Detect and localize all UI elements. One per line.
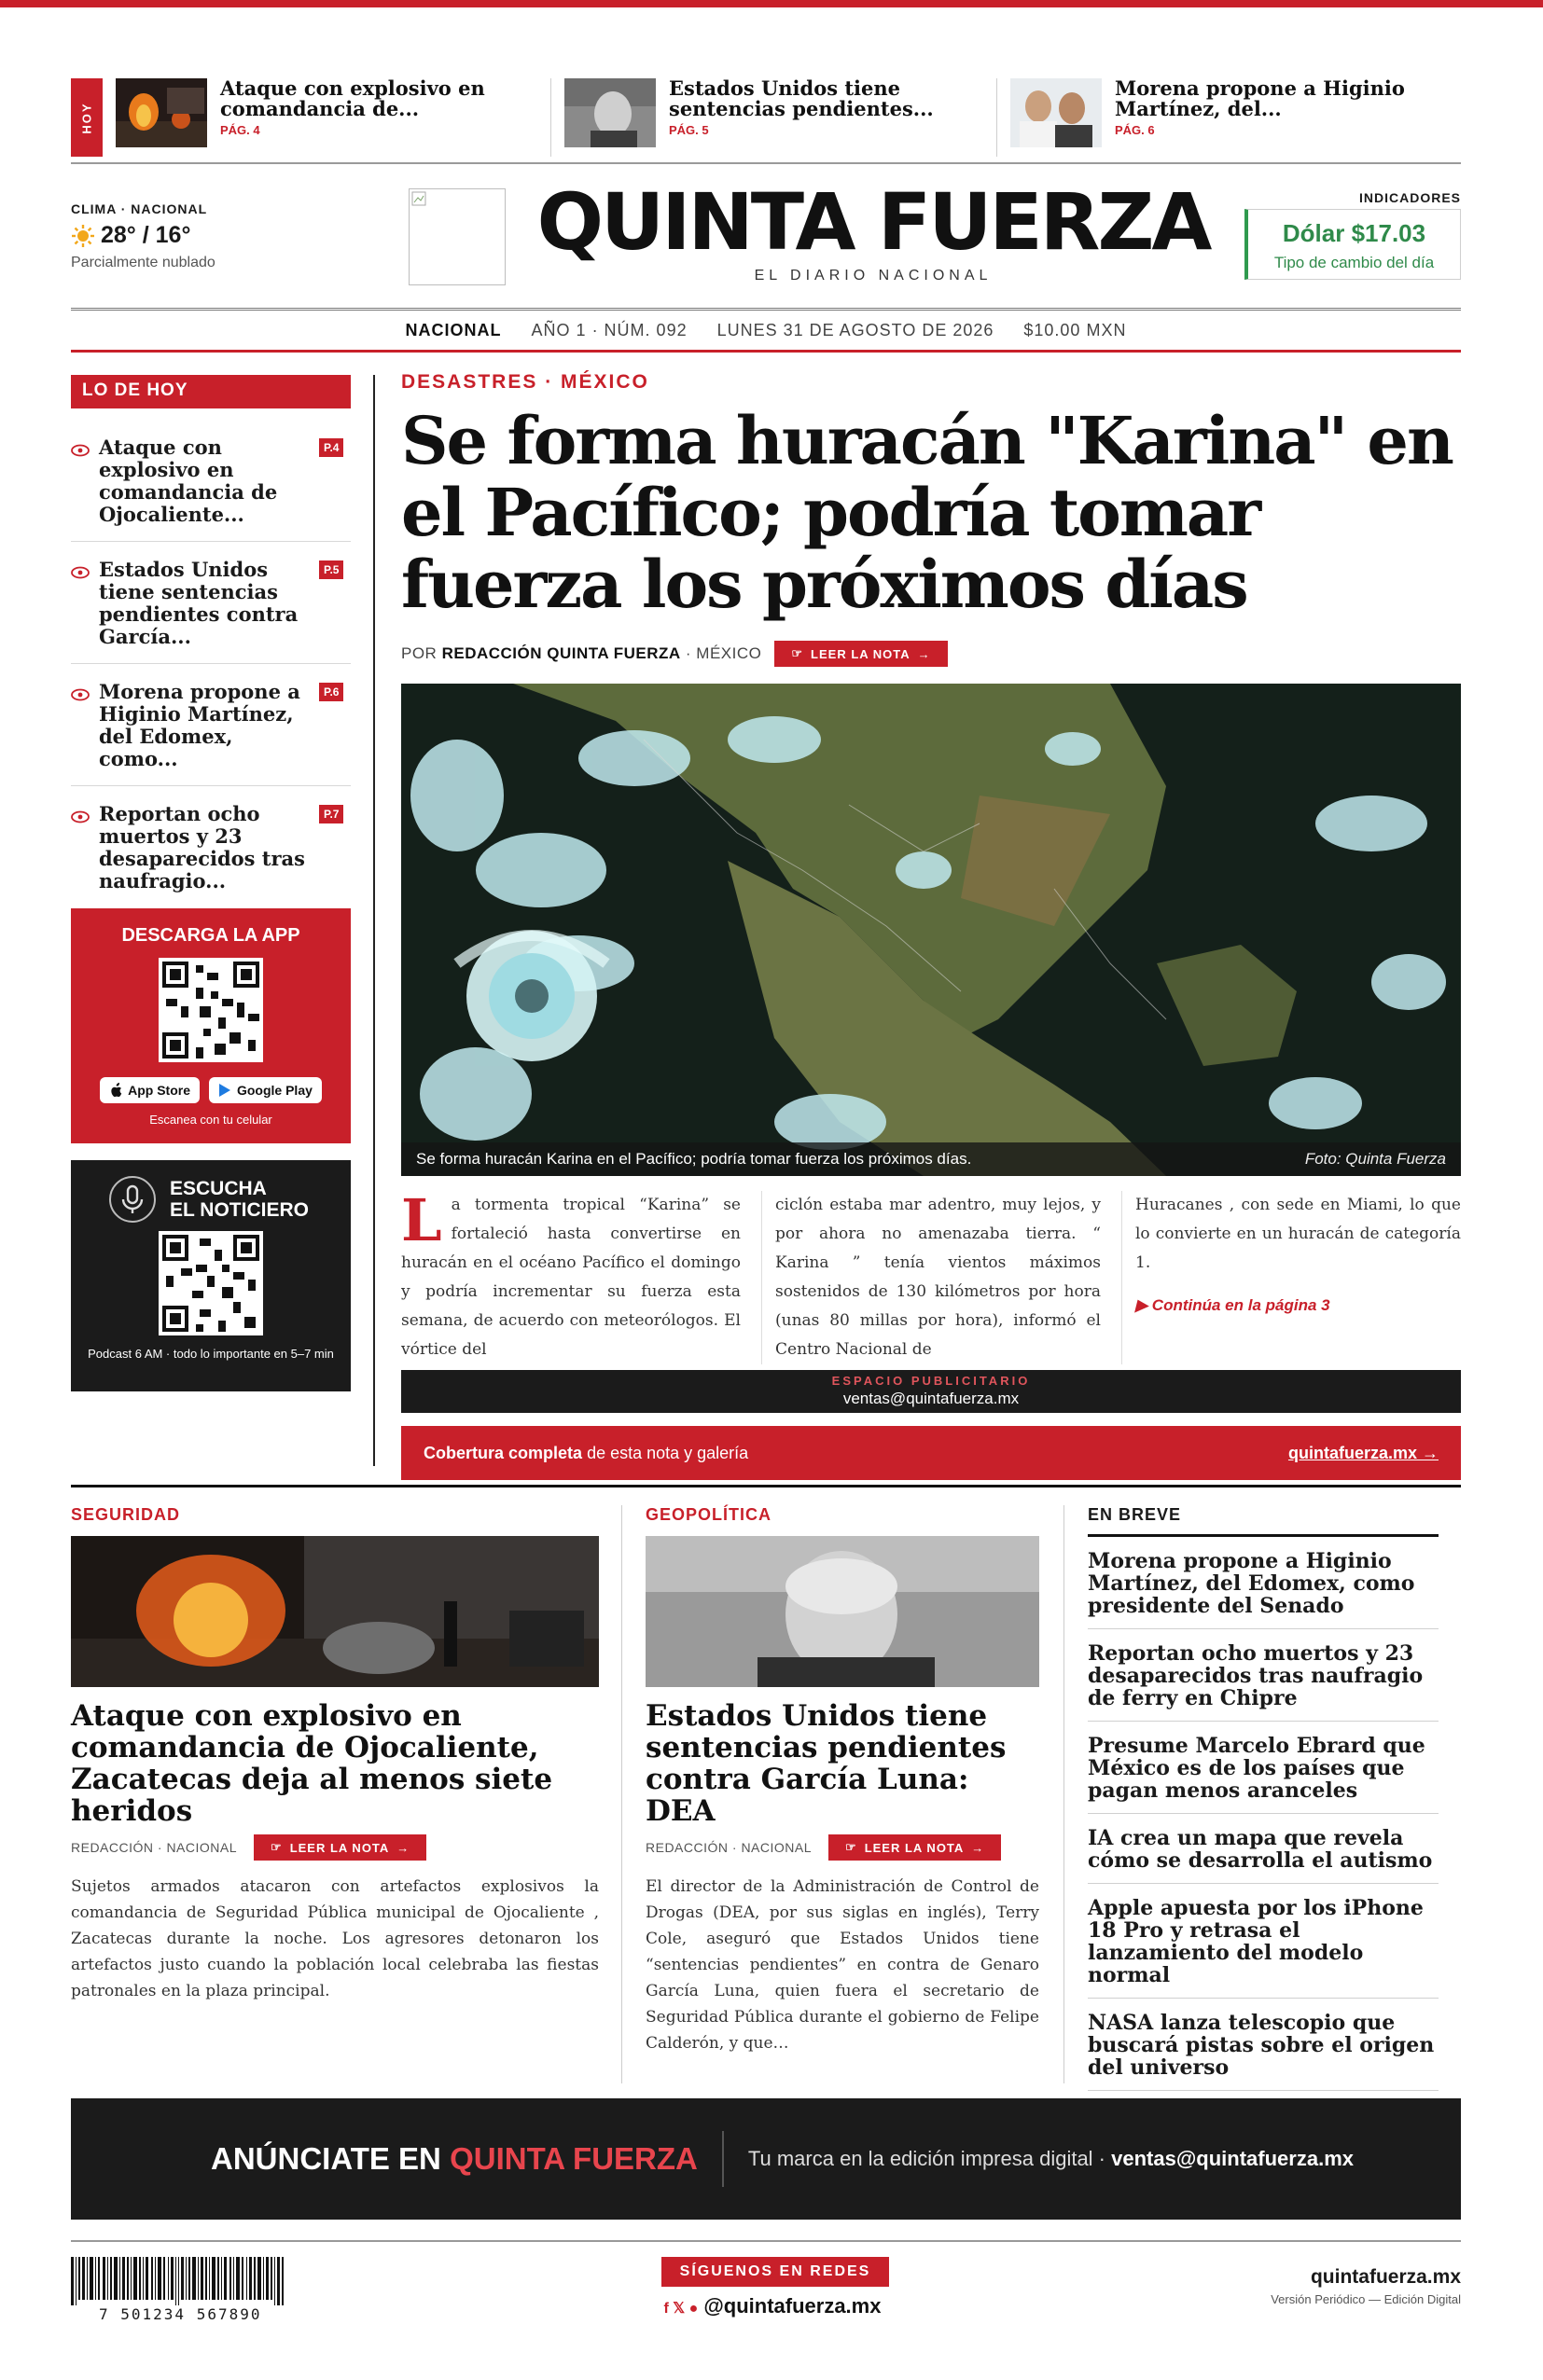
weather-label: CLIMA · NACIONAL bbox=[71, 201, 208, 216]
eye-icon bbox=[71, 566, 90, 579]
brief-item[interactable]: Presume Marcelo Ebrard que México es de los países que pagan menos aranceles bbox=[1088, 1722, 1439, 1814]
caption-text: Se forma huracán Karina en el Pacífico; podría tomar fuerza los próximos días. bbox=[416, 1150, 972, 1168]
teaser-item[interactable] bbox=[103, 78, 550, 157]
ad-kicker: ESPACIO PUBLICITARIO bbox=[831, 1374, 1031, 1388]
site-url[interactable]: quintafuerza.mx bbox=[1310, 2266, 1461, 2288]
sidebar-item-page: P.5 bbox=[319, 560, 343, 579]
main-story bbox=[401, 371, 1461, 1480]
weather-widget bbox=[71, 201, 313, 271]
read-more-button[interactable]: ☞ LEER LA NOTA → bbox=[774, 641, 947, 667]
satellite-map-image bbox=[401, 684, 1461, 1176]
exchange-rate-card bbox=[1244, 209, 1461, 280]
continue-link[interactable]: ▶ Continúa en la página 3 bbox=[1135, 1296, 1330, 1314]
teaser-page: PÁG. 5 bbox=[669, 123, 709, 137]
google-play-icon bbox=[218, 1083, 231, 1098]
apple-icon bbox=[109, 1083, 122, 1098]
site-subtitle: Versión Periódico — Edición Digital bbox=[1271, 2292, 1461, 2306]
portrait-thumbnail bbox=[564, 78, 656, 147]
coverage-banner[interactable]: Cobertura completa de esta nota y galería quintafuerza.mx → bbox=[401, 1426, 1461, 1480]
dolar-desc: Tipo de cambio del día bbox=[1273, 254, 1435, 271]
eye-icon bbox=[71, 444, 90, 457]
social-handle[interactable]: @quintafuerza.mx bbox=[703, 2294, 882, 2318]
edition-section: NACIONAL bbox=[405, 320, 502, 339]
main-author: REDACCIÓN QUINTA FUERZA bbox=[441, 644, 681, 662]
app-store-button[interactable]: App Store bbox=[100, 1077, 200, 1103]
read-more-button[interactable]: ☞ LEER LA NOTA → bbox=[254, 1834, 426, 1861]
follow-us-label: SÍGUENOS EN REDES bbox=[661, 2257, 890, 2287]
sidebar-item-title: Reportan ocho muertos y 23 desaparecidos tras naufragio... bbox=[99, 802, 305, 892]
column-divider bbox=[621, 1505, 622, 2083]
indicators-label: INDICADORES bbox=[1358, 190, 1461, 205]
teaser-title: Ataque con explosivo en comandancia de... bbox=[220, 76, 485, 120]
sidebar-item-page: P.4 bbox=[319, 438, 343, 457]
app-download-box bbox=[71, 908, 351, 1143]
explosion-photo bbox=[71, 1536, 599, 1687]
sun-icon bbox=[71, 224, 95, 248]
photo-credit: Foto: Quinta Fuerza bbox=[1304, 1150, 1446, 1168]
story-text: Sujetos armados atacaron con artefactos explosivos la comandancia de Seguridad Pública municipal de Ojocaliente , Zacatecas durante la noche. Los agresores detonaron los artefactos justo cuando la población local celebraba las fiestas patronales en la plaza principal. bbox=[71, 1877, 599, 2000]
sidebar-item[interactable] bbox=[71, 673, 351, 786]
fire-thumbnail bbox=[116, 78, 207, 147]
sidebar-item-title: Ataque con explosivo en comandancia de Ojocaliente... bbox=[99, 436, 278, 526]
teaser-title: Estados Unidos tiene sentencias pendientes... bbox=[669, 76, 934, 120]
story-seguridad bbox=[71, 1505, 599, 2004]
story-title[interactable]: Estados Unidos tiene sentencias pendientes contra García Luna: DEA bbox=[646, 1699, 1007, 1828]
social-icons[interactable]: f 𝕏 ● bbox=[663, 2301, 699, 2317]
main-headline[interactable]: Se forma huracán "Karina" en el Pacífico; podría tomar fuerza los próximos días bbox=[401, 402, 1453, 623]
podcast-box bbox=[71, 1160, 351, 1391]
hero-satellite-image bbox=[401, 684, 1461, 1176]
sidebar-item-page: P.7 bbox=[319, 805, 343, 823]
brief-item[interactable]: Reportan ocho muertos y 23 desaparecidos tras naufragio de ferry en Chipre bbox=[1088, 1629, 1439, 1722]
story-kicker: GEOPOLÍTICA bbox=[646, 1505, 772, 1524]
main-body bbox=[401, 1186, 1461, 1364]
edition-issue: AÑO 1 · NÚM. 092 bbox=[531, 320, 688, 339]
hand-pointer-icon: ☞ bbox=[791, 646, 804, 660]
teaser-item[interactable] bbox=[996, 78, 1461, 157]
masthead-brand[interactable]: QUINTA FUERZA bbox=[536, 176, 1210, 268]
top-accent-bar bbox=[0, 0, 1543, 7]
ad-email: ventas@quintafuerza.mx bbox=[842, 1390, 1020, 1407]
sidebar-item-page: P.6 bbox=[319, 683, 343, 701]
main-location: · MÉXICO bbox=[685, 644, 762, 662]
sidebar-list bbox=[71, 429, 351, 907]
eye-icon bbox=[71, 810, 90, 823]
bigad-email: ventas@quintafuerza.mx bbox=[1111, 2147, 1354, 2170]
microphone-icon bbox=[108, 1175, 157, 1224]
brief-item[interactable]: Apple apuesta por los iPhone 18 Pro y retrasa el lanzamiento del modelo normal bbox=[1088, 1884, 1439, 1999]
weather-temp: 28° / 16° bbox=[101, 222, 191, 248]
edition-bar bbox=[71, 308, 1461, 353]
sidebar-item-title: Estados Unidos tiene sentencias pendientes contra García... bbox=[99, 558, 299, 648]
podcast-title-2: EL NOTICIERO bbox=[170, 1199, 309, 1221]
sidebar bbox=[71, 375, 351, 1361]
sidebar-item-title: Morena propone a Higinio Martínez, del Edomex, como... bbox=[99, 680, 300, 770]
teaser-page: PÁG. 4 bbox=[220, 123, 260, 137]
hoy-tag: HOY bbox=[71, 78, 103, 157]
main-byline: POR REDACCIÓN QUINTA FUERZA · MÉXICO ☞ LEER LA NOTA → bbox=[401, 641, 1461, 667]
story-byline: REDACCIÓN · NACIONAL bbox=[71, 1840, 238, 1855]
qr-code-icon[interactable] bbox=[159, 958, 263, 1062]
story-kicker: SEGURIDAD bbox=[71, 1505, 181, 1524]
politicians-thumbnail bbox=[1010, 78, 1102, 147]
podcast-footer: Podcast 6 AM · todo lo importante en 5–7 min bbox=[88, 1347, 334, 1361]
hero-caption bbox=[401, 1142, 1461, 1176]
sidebar-heading: LO DE HOY bbox=[71, 375, 351, 408]
ad-strip[interactable] bbox=[401, 1370, 1461, 1413]
sidebar-item[interactable] bbox=[71, 796, 351, 907]
bigad-text: Tu marca en la edición impresa digital · bbox=[747, 2147, 1106, 2170]
broken-logo-image bbox=[409, 188, 506, 285]
social-block bbox=[659, 2257, 892, 2318]
teaser-page: PÁG. 6 bbox=[1115, 123, 1155, 137]
teaser-item[interactable] bbox=[550, 78, 996, 157]
edition-date: LUNES 31 DE AGOSTO DE 2026 bbox=[716, 320, 994, 339]
column-divider bbox=[373, 375, 375, 1466]
body-column-2: ciclón estaba mar adentro, muy lejos, y por ahora no amenazaba tierra. “ Karina ” tenía vientos máximos sostenidos de 130 kilómetros por hora (unas 80 millas por hora), informó el Centro Nacional de bbox=[761, 1191, 1101, 1364]
portrait-photo bbox=[646, 1536, 1039, 1687]
masthead-tagline: EL DIARIO NACIONAL bbox=[754, 268, 993, 284]
brief-heading: EN BREVE bbox=[1088, 1505, 1439, 1537]
app-scan-text: Escanea con tu celular bbox=[149, 1113, 272, 1127]
podcast-title-1: ESCUCHA bbox=[170, 1178, 267, 1199]
barcode-image bbox=[71, 2257, 287, 2305]
read-more-button[interactable]: ☞ LEER LA NOTA → bbox=[828, 1834, 1001, 1861]
bigad-brand: QUINTA FUERZA bbox=[450, 2141, 698, 2176]
eye-icon bbox=[71, 688, 90, 701]
app-box-title: DESCARGA LA APP bbox=[121, 925, 300, 946]
sidebar-item[interactable] bbox=[71, 429, 351, 542]
barcode-number: 7 501234 567890 bbox=[99, 2305, 262, 2323]
weather-desc: Parcialmente nublado bbox=[71, 255, 215, 270]
qr-code-icon[interactable] bbox=[159, 1231, 263, 1335]
drop-cap: L bbox=[401, 1186, 442, 1254]
edition-price: $10.00 MXN bbox=[1023, 320, 1127, 339]
story-geopolitica bbox=[646, 1505, 1039, 2056]
footer-divider bbox=[71, 2240, 1461, 2242]
hand-pointer-icon: ☞ bbox=[845, 1840, 857, 1854]
brief-item[interactable]: NASA lanza telescopio que buscará pistas sobre el origen del universo bbox=[1088, 1999, 1439, 2091]
main-kicker: DESASTRES · MÉXICO bbox=[401, 371, 649, 393]
story-title[interactable]: Ataque con explosivo en comandancia de Ojocaliente, Zacatecas deja al menos siete heridos bbox=[71, 1699, 553, 1828]
teaser-strip bbox=[71, 78, 1461, 164]
en-breve-list bbox=[1088, 1505, 1439, 2091]
body-column-3: Huracanes , con sede en Miami, lo que lo convierte en un huracán de categoría 1. ▶ Continúa en la página 3 bbox=[1121, 1191, 1461, 1364]
brief-item[interactable]: Morena propone a Higinio Martínez, del Edomex, como presidente del Senado bbox=[1088, 1537, 1439, 1629]
coverage-link[interactable]: quintafuerza.mx → bbox=[1287, 1443, 1439, 1462]
hand-pointer-icon: ☞ bbox=[271, 1840, 283, 1854]
bigad-prefix: ANÚNCIATE EN bbox=[211, 2141, 441, 2176]
advertise-banner[interactable] bbox=[71, 2098, 1461, 2220]
teaser-title: Morena propone a Higinio Martínez, del... bbox=[1115, 76, 1405, 120]
story-text: El director de la Administración de Control de Drogas (DEA, por sus siglas en inglés), Terry Cole, aseguró que Estados Unidos tiene “sentencias pendientes” en contra de Genaro García Luna, quien fuera el secretario de Seguridad Pública durante el gobierno de Felipe Calderón, y que… bbox=[646, 1877, 1039, 2053]
brief-item[interactable]: IA crea un mapa que revela cómo se desarrolla el autismo bbox=[1088, 1814, 1439, 1884]
footer-site bbox=[1271, 2266, 1461, 2306]
column-divider bbox=[1063, 1505, 1064, 2083]
broken-image-icon bbox=[411, 191, 426, 206]
story-byline: REDACCIÓN · NACIONAL bbox=[646, 1840, 813, 1855]
divider bbox=[71, 162, 1461, 164]
body-column-1: La tormenta tropical “Karina” se fortaleció hasta convertirse en huracán en el océano Pacífico el domingo y podría incrementar su fuerza esta semana, de acuerdo con meteorólogos. El vórtice del bbox=[401, 1186, 741, 1359]
google-play-button[interactable]: Google Play bbox=[209, 1077, 322, 1103]
section-divider bbox=[71, 1485, 1461, 1488]
dolar-value: Dólar $17.03 bbox=[1282, 219, 1426, 247]
sidebar-item[interactable] bbox=[71, 551, 351, 664]
